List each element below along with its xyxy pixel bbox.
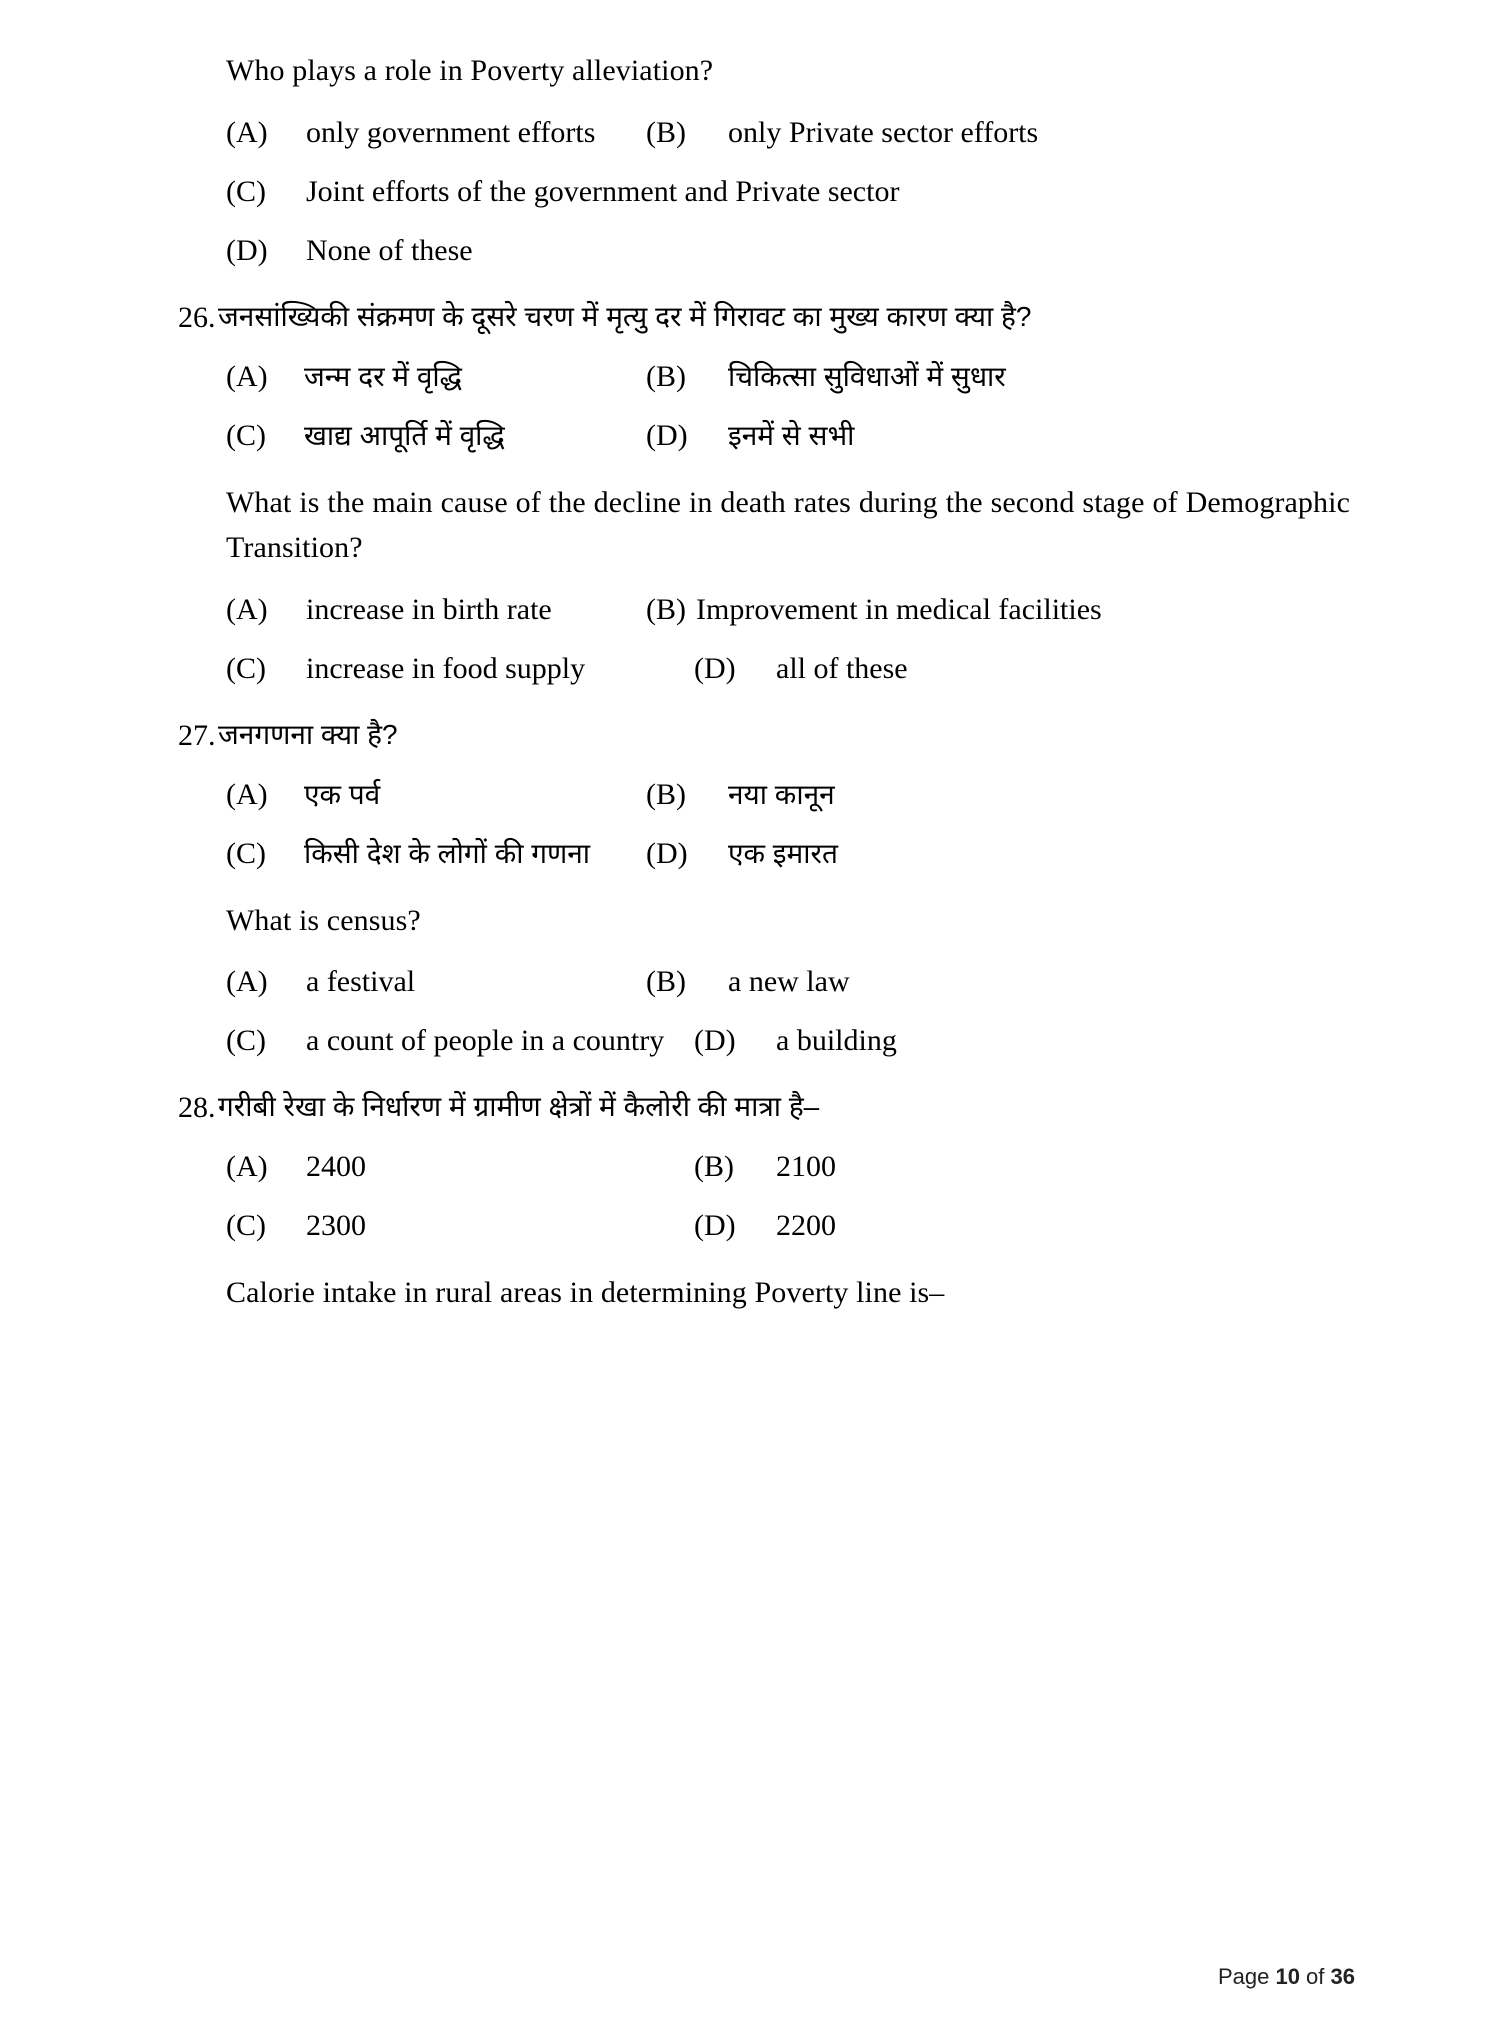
question-27-hindi-options-row-2 — [178, 831, 1358, 876]
option-b[interactable] — [646, 959, 850, 1004]
page-footer — [1218, 1964, 1355, 1990]
option-d[interactable] — [646, 413, 854, 458]
option-d-text: all of these — [776, 651, 908, 685]
option-a[interactable] — [226, 110, 646, 155]
option-a[interactable] — [226, 959, 646, 1004]
option-d-tag: (D) — [646, 836, 688, 870]
question-28-options-row-1 — [178, 1144, 1358, 1189]
option-c-text: किसी देश के लोगों की गणना — [304, 837, 591, 869]
option-c-tag: (C) — [226, 1024, 266, 1058]
option-b[interactable] — [646, 772, 835, 817]
question-26-hindi-stem: जनसांख्यिकी संक्रमण के दूसरे चरण में मृत्यु दर में गिरावट का मुख्य कारण क्या है? — [218, 300, 1032, 332]
option-a-tag: (A) — [226, 359, 268, 393]
option-b-tag: (B) — [646, 115, 686, 149]
option-d-tag: (D) — [694, 651, 736, 685]
option-a-tag: (A) — [226, 592, 268, 626]
question-27-english-options-row-2 — [178, 1018, 1358, 1063]
option-b-text: नया कानून — [728, 778, 835, 810]
option-a-tag: (A) — [226, 965, 268, 999]
question-27-english-stem: What is census? — [226, 903, 421, 937]
option-a[interactable] — [226, 772, 646, 817]
option-c-tag: (C) — [226, 174, 266, 208]
question-26 — [178, 295, 1358, 340]
option-a[interactable] — [226, 587, 646, 632]
question-25-options-row-3 — [178, 228, 1358, 273]
option-b-tag: (B) — [646, 359, 686, 393]
option-c-tag: (C) — [226, 651, 266, 685]
question-25-options-row-1 — [178, 110, 1358, 155]
option-d[interactable] — [646, 831, 838, 876]
option-b[interactable] — [646, 110, 1038, 155]
option-a-text: जन्म दर में वृद्धि — [304, 360, 463, 392]
question-28 — [178, 1085, 1358, 1130]
question-25-english-stem: Who plays a role in Poverty alleviation? — [226, 54, 714, 87]
option-a-text: a festival — [306, 965, 416, 999]
option-b-tag: (B) — [646, 965, 686, 999]
footer-middle: of — [1299, 1964, 1331, 1989]
question-26-hindi-options-row-2 — [178, 413, 1358, 458]
option-c-text: increase in food supply — [306, 651, 586, 685]
footer-total-pages: 36 — [1330, 1964, 1355, 1989]
question-27-number: 27. — [178, 718, 216, 752]
option-b[interactable] — [646, 587, 1102, 632]
question-28-hindi-stem: गरीबी रेखा के निर्धारण में ग्रामीण क्षेत्रों में कैलोरी की मात्रा है– — [218, 1091, 820, 1123]
option-a-tag: (A) — [226, 115, 268, 149]
option-d-tag: (D) — [226, 233, 268, 267]
option-a-tag: (A) — [226, 777, 268, 811]
option-a-text: 2400 — [306, 1150, 366, 1184]
question-27-english-options-row-1 — [178, 959, 1358, 1004]
question-28-number: 28. — [178, 1091, 216, 1125]
option-c-text: a count of people in a country — [306, 1024, 665, 1058]
option-c-tag: (C) — [226, 836, 266, 870]
option-d[interactable] — [694, 1018, 897, 1063]
option-b-tag: (B) — [694, 1150, 734, 1184]
option-b-text: only Private sector efforts — [728, 115, 1039, 149]
option-b-tag: (B) — [646, 592, 686, 626]
option-d-text: इनमें से सभी — [728, 419, 855, 451]
option-b-text: 2100 — [776, 1150, 836, 1184]
option-c-text: खाद्य आपूर्ति में वृद्धि — [304, 419, 505, 451]
option-c[interactable] — [226, 1018, 694, 1063]
option-c[interactable] — [226, 831, 646, 876]
option-c[interactable] — [226, 169, 899, 214]
option-a-text: एक पर्व — [304, 778, 381, 810]
option-b-text: a new law — [728, 965, 850, 999]
option-d[interactable] — [694, 646, 908, 691]
footer-prefix: Page — [1217, 1964, 1276, 1989]
option-b-text: Improvement in medical facilities — [696, 592, 1102, 626]
option-d-tag: (D) — [646, 418, 688, 452]
page-content — [178, 48, 1358, 1322]
question-27 — [178, 713, 1358, 758]
question-26-english-options-row-1 — [178, 587, 1358, 632]
question-27-hindi-options-row-1 — [178, 772, 1358, 817]
footer-current-page: 10 — [1275, 1964, 1300, 1989]
option-b[interactable] — [694, 1144, 836, 1189]
question-28-english-stem: Calorie intake in rural areas in determining Poverty line is– — [226, 1276, 945, 1310]
question-26-hindi-options-row-1 — [178, 354, 1358, 399]
question-26-number: 26. — [178, 300, 216, 334]
option-d[interactable] — [226, 228, 473, 273]
option-b-text: चिकित्सा सुविधाओं में सुधार — [728, 360, 1006, 392]
question-25-options-row-2 — [178, 169, 1358, 214]
option-a[interactable] — [226, 1144, 694, 1189]
option-c-text: Joint efforts of the government and Private sector — [306, 174, 900, 208]
option-c[interactable] — [226, 413, 646, 458]
option-d-text: None of these — [306, 233, 473, 267]
question-26-english-stem: What is the main cause of the decline in death rates during the second stage of Demographic Transition? — [226, 485, 1350, 565]
option-c-tag: (C) — [226, 1209, 266, 1243]
option-d-text: 2200 — [776, 1209, 836, 1243]
option-b-tag: (B) — [646, 777, 686, 811]
option-a[interactable] — [226, 354, 646, 399]
option-d-text: एक इमारत — [728, 837, 838, 869]
option-c-tag: (C) — [226, 418, 266, 452]
option-d-tag: (D) — [694, 1209, 736, 1243]
option-a-tag: (A) — [226, 1150, 268, 1184]
option-c-text: 2300 — [306, 1209, 366, 1243]
question-28-options-row-2 — [178, 1203, 1358, 1248]
option-a-text: only government efforts — [306, 115, 596, 149]
option-c[interactable] — [226, 1203, 694, 1248]
option-b[interactable] — [646, 354, 1006, 399]
question-27-hindi-stem: जनगणना क्या है? — [218, 718, 398, 750]
option-c[interactable] — [226, 646, 694, 691]
option-d-tag: (D) — [694, 1024, 736, 1058]
option-d-text: a building — [776, 1024, 897, 1058]
question-26-english-options-row-2 — [178, 646, 1358, 691]
option-d[interactable] — [694, 1203, 836, 1248]
option-a-text: increase in birth rate — [306, 592, 552, 626]
